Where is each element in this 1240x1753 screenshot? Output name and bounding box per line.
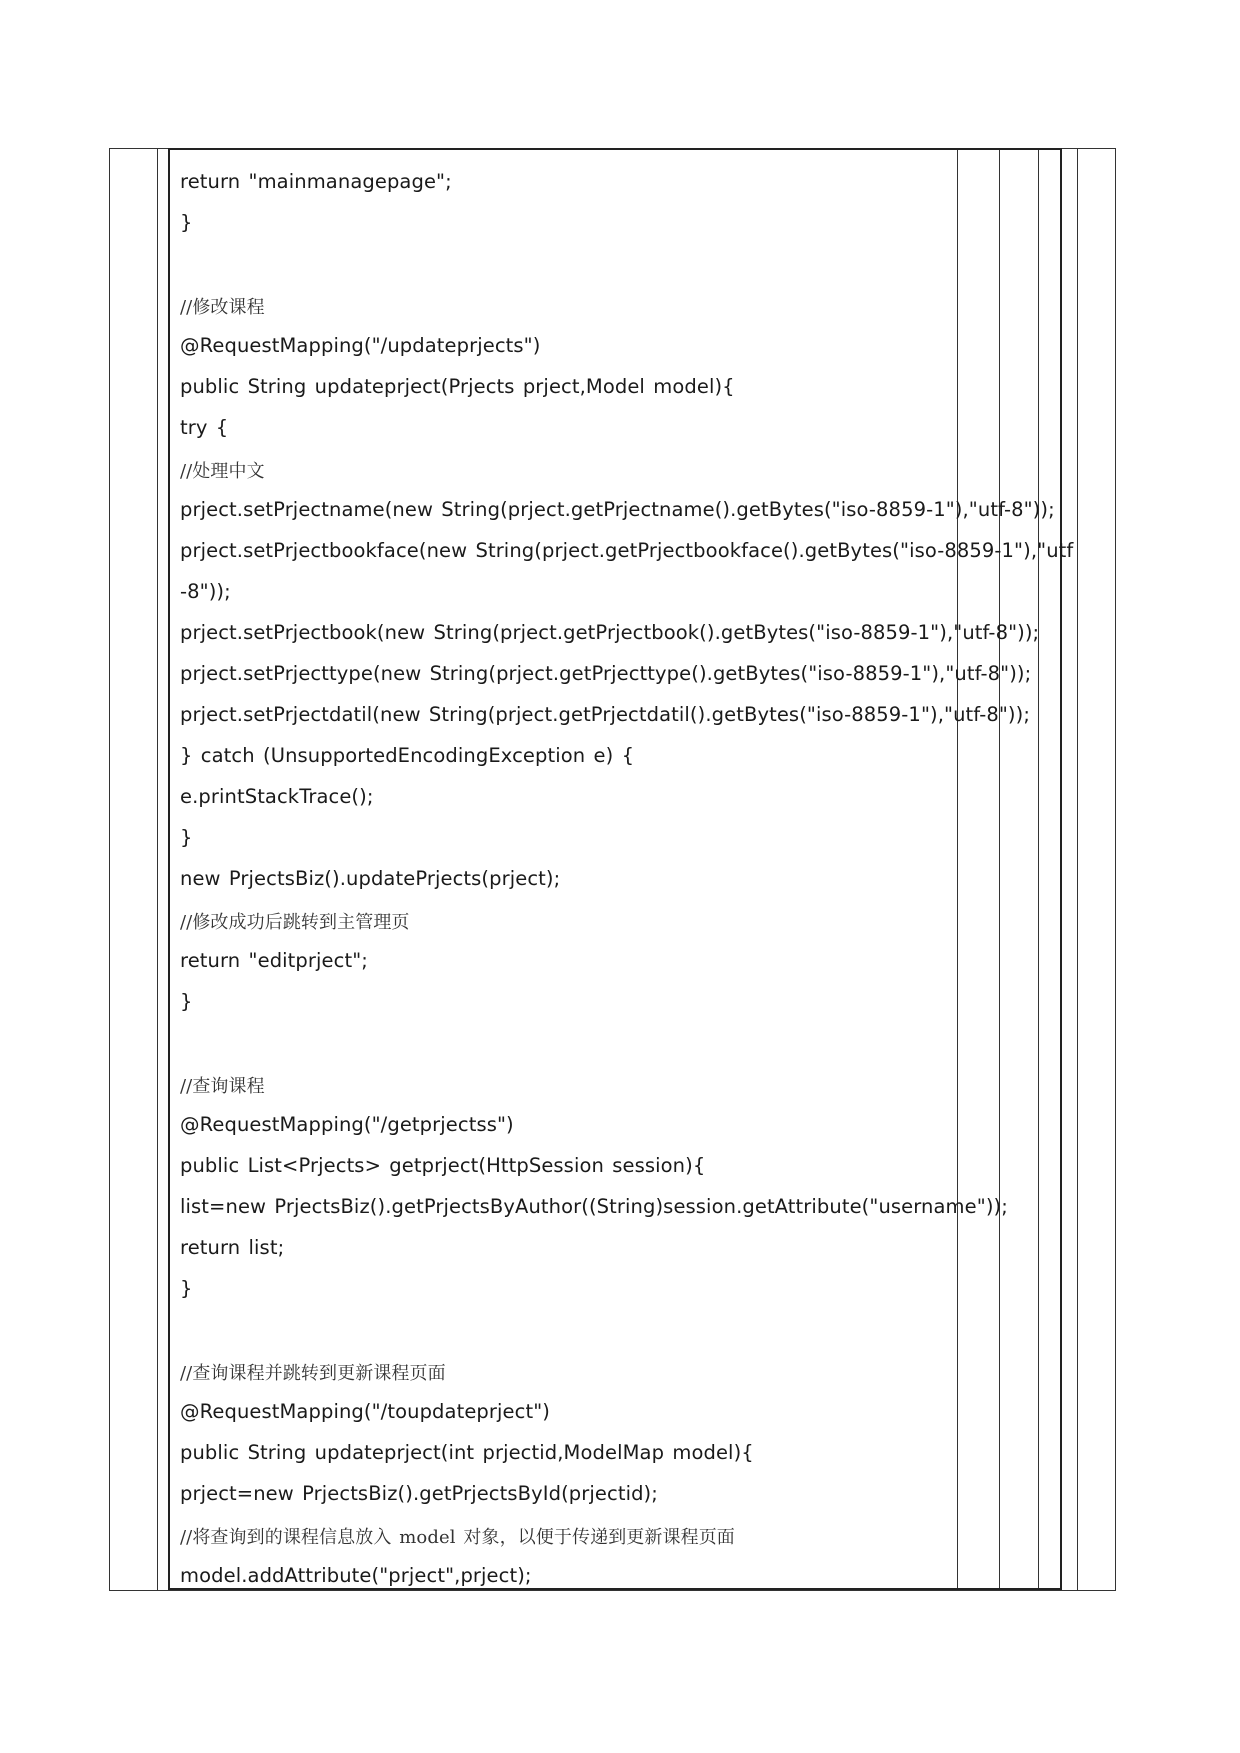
code-comment: //将查询到的课程信息放入 model 对象，以便于传递到更新课程页面 — [180, 1527, 735, 1548]
code-line: } — [180, 990, 193, 1013]
code-line: prject.setPrjectdatil(new String(prject.getPrjectdatil().getBytes("iso-8859-1"),"utf-8")); — [180, 703, 1030, 726]
code-line: e.printStackTrace(); — [180, 785, 374, 808]
code-line: @RequestMapping("/updateprjects") — [180, 334, 541, 357]
code-line: } — [180, 211, 193, 234]
code-line: @RequestMapping("/getprjectss") — [180, 1113, 514, 1136]
code-line: } — [180, 1277, 193, 1300]
code-comment: //查询课程并跳转到更新课程页面 — [180, 1363, 446, 1384]
code-comment: //处理中文 — [180, 461, 265, 482]
code-line: try { — [180, 416, 229, 439]
code-comment: //查询课程 — [180, 1076, 265, 1097]
code-line: return list; — [180, 1236, 285, 1259]
table-border-left — [109, 148, 110, 1591]
code-line: prject=new PrjectsBiz().getPrjectsById(prjectid); — [180, 1482, 658, 1505]
code-line: prject.setPrjectbookface(new String(prject.getPrjectbookface().getBytes("iso-8859-1"),"utf — [180, 539, 1074, 562]
table-border-bottom — [109, 1590, 1116, 1591]
code-line: prject.setPrjecttype(new String(prject.getPrjecttype().getBytes("iso-8859-1"),"utf-8")); — [180, 662, 1032, 685]
code-line: list=new PrjectsBiz().getPrjectsByAuthor((String)session.getAttribute("username")); — [180, 1195, 1008, 1218]
code-line: model.addAttribute("prject",prject); — [180, 1564, 532, 1587]
code-line: @RequestMapping("/toupdateprject") — [180, 1400, 550, 1423]
code-line: -8")); — [180, 580, 231, 603]
table-column-divider — [157, 148, 158, 1591]
code-line: public String updateprject(Prjects prject,Model model){ — [180, 375, 735, 398]
code-line: return "editprject"; — [180, 949, 368, 972]
code-comment: //修改课程 — [180, 297, 265, 318]
code-comment: //修改成功后跳转到主管理页 — [180, 912, 410, 933]
code-line: new PrjectsBiz().updatePrjects(prject); — [180, 867, 561, 890]
table-border-right — [1115, 148, 1116, 1591]
code-line: } — [180, 826, 193, 849]
code-line: return "mainmanagepage"; — [180, 170, 452, 193]
table-column-divider — [1077, 148, 1078, 1591]
code-line: public String updateprject(int prjectid,ModelMap model){ — [180, 1441, 754, 1464]
code-line: } catch (UnsupportedEncodingException e) { — [180, 744, 635, 767]
code-line: public List<Prjects> getprject(HttpSession session){ — [180, 1154, 706, 1177]
code-line: prject.setPrjectname(new String(prject.getPrjectname().getBytes("iso-8859-1"),"utf-8")); — [180, 498, 1055, 521]
code-line: prject.setPrjectbook(new String(prject.getPrjectbook().getBytes("iso-8859-1"),"utf-8")); — [180, 621, 1040, 644]
